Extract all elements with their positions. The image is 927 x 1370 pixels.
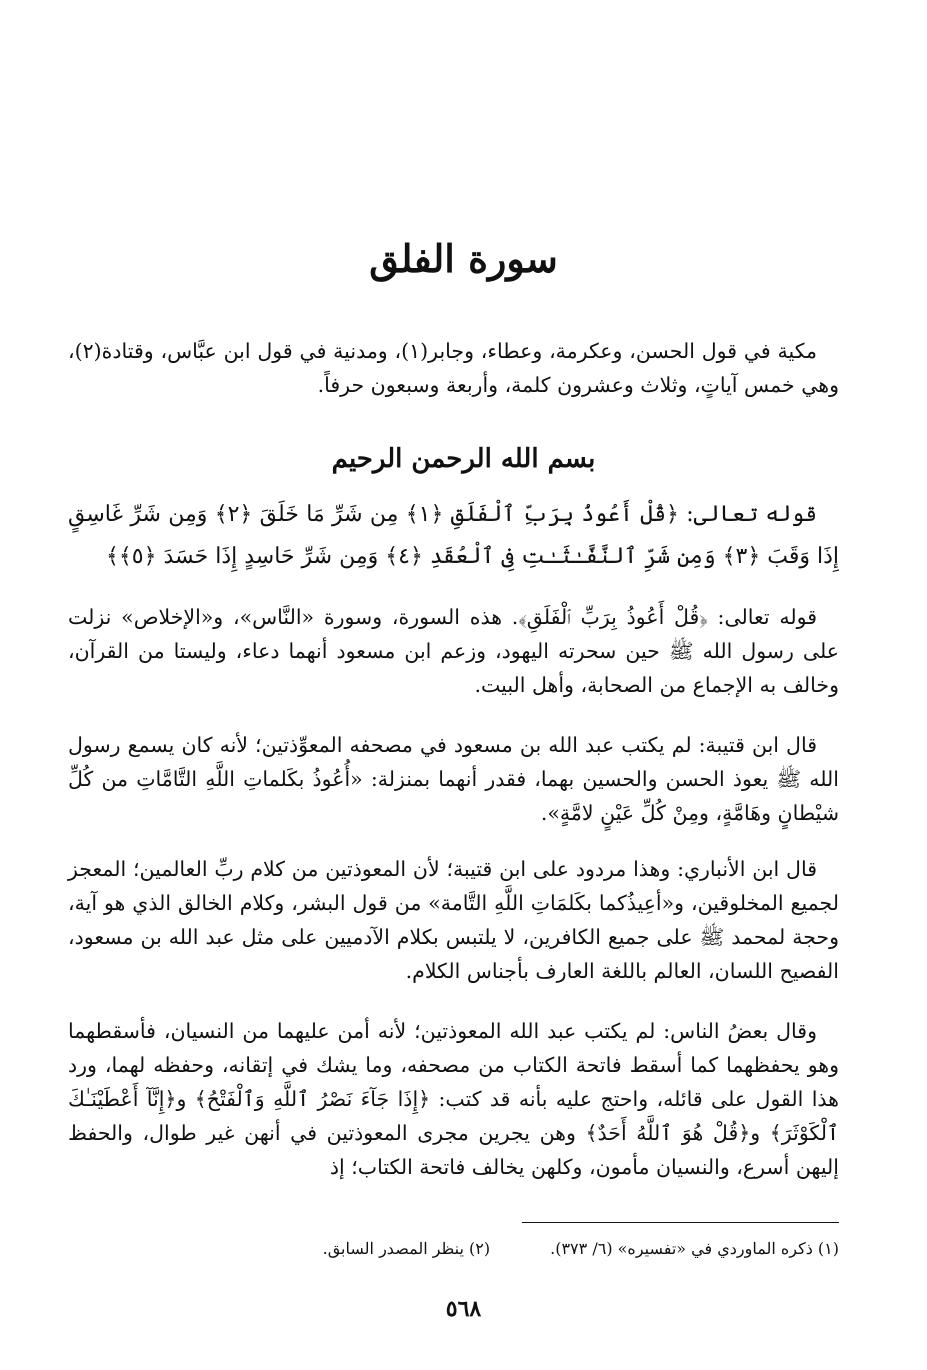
commentary-block-2 [68, 728, 839, 830]
commentary-block-1 [68, 600, 839, 702]
surah-title: سورة الفلق [369, 236, 558, 281]
verses-block [68, 494, 839, 578]
basmala-heading: بسم الله الرحمن الرحيم [331, 444, 596, 474]
intro-paragraph: مكية في قول الحسن، وعكرمة، وعطاء، وجابر(١)، ومدنية في قول ابن عبَّاس، وقتادة(٢)، وهي خمس آياتٍ، وثلاث وعشرون كلمة، وأربعة وسبعون حرفاً. [68, 339, 839, 397]
commentary-paragraph: قوله تعالى: ﴿قُلْ أَعُوذُ بِرَبِّ ٱلْفَلَقِ﴾. هذه السورة، وسورة «النَّاس»، و«الإخلاص» نزلت على رسول الله ﷺ حين سحرته اليهود، وزعم ابن مسعود أنهما دعاء، وليستا من القرآن، وخالف به الإجماع من الصحابة، وأهل البيت. [68, 605, 839, 697]
footnotes [200, 1236, 839, 1262]
commentary-block-3 [68, 852, 839, 988]
verses-paragraph: قوله تعالى: ﴿قُلْ أَعُوذُ بِرَبِّ ٱلْفَلَقِ ﴿١﴾ مِن شَرِّ مَا خَلَقَ ﴿٢﴾ وَمِن شَرِّ غَاسِقٍ إِذَا وَقَبَ ﴿٣﴾ وَمِن شَرِّ ٱلنَّفَّـٰثَـٰتِ فِى ٱلْعُقَدِ ﴿٤﴾ وَمِن شَرِّ حَاسِدٍ إِذَا حَسَدَ ﴿٥﴾﴾ [68, 502, 839, 569]
intro-paragraph-block [68, 334, 839, 402]
commentary-paragraph: قال ابن قتيبة: لم يكتب عبد الله بن مسعود في مصحفه المعوِّذتين؛ لأنه كان يسمع رسول الله ﷺ يعوذ الحسن والحسين بهما، فقدر أنهما بمنزلة: «أُعُوذُ بكَلماتِ اللَّهِ التَّامَّاتِ من كُلِّ شيْطانٍ وهَامَّةٍ، ومِنْ كُلِّ عَيْنٍ لامَّةٍ». [68, 733, 839, 825]
commentary-paragraph: قال ابن الأنباري: وهذا مردود على ابن قتيبة؛ لأن المعوذتين من كلام ربِّ العالمين؛ المعجز لجميع المخلوقين، و«أعِيذُكما بكَلمَاتِ اللَّهِ التَّامة» من قول البشر، وكلام الخالق الذي هو آية، وحجة لمحمد ﷺ على جميع الكافرين، لا يلتبس بكلام الآدميين على مثل عبد الله بن مسعود، الفصيح اللسان، العالم باللغة العارف بأجناس الكلام. [68, 857, 839, 983]
commentary-block-4 [68, 1014, 839, 1184]
footnote-divider [522, 1222, 839, 1223]
footnote-2: (٢) ينظر المصدر السابق. [322, 1239, 491, 1258]
commentary-paragraph: وقال بعضُ الناس: لم يكتب عبد الله المعوذتين؛ لأنه أمن عليهما من النسيان، فأسقطهما وهو يحفظهما كما أسقط فاتحة الكتاب من مصحفه، وما يشك في إتقانه، وحفظه لهما، ورد هذا القول على قائله، واحتج عليه بأنه قد كتب: ﴿إِذَا جَآءَ نَصْرُ ٱللَّهِ وَٱلْفَتْحُ﴾ و﴿إِنَّآ أَعْطَيْنَـٰكَ ٱلْكَوْثَرَ﴾ و﴿قُلْ هُوَ ٱللَّهُ أَحَدٌ﴾ وهن يجرين مجرى المعوذتين في أنهن غير طوال، والحفظ إليهن أسرع، والنسيان مأمون، وكلهن يخالف فاتحة الكتاب؛ إذ [68, 1019, 839, 1179]
page-number: ٥٦٨ [445, 1296, 482, 1322]
footnote-1: (١) ذكره الماوردي في «تفسيره» (٦/ ٣٧٣). [550, 1239, 839, 1258]
